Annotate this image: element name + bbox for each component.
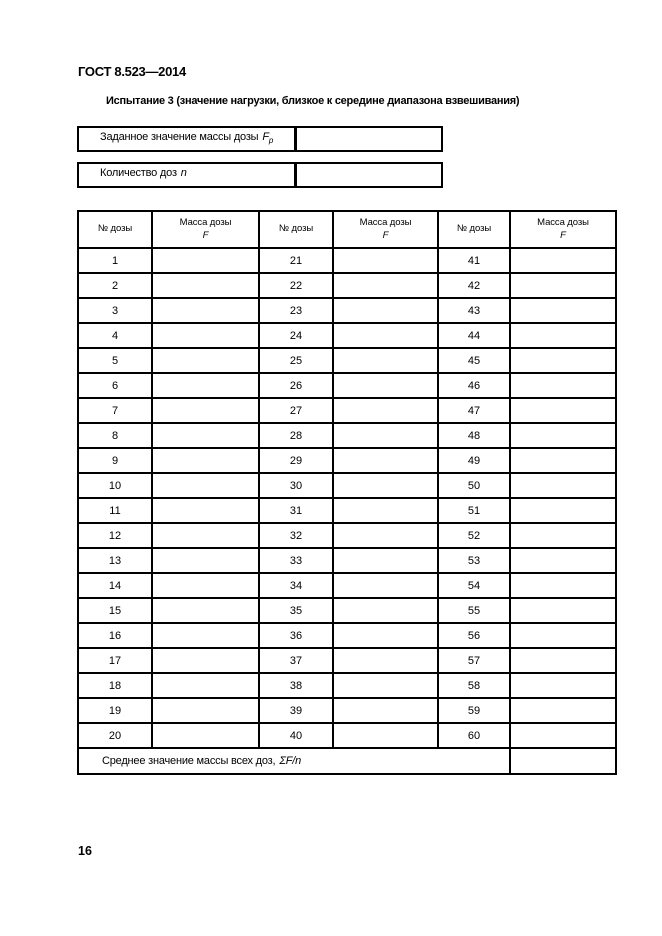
dose-count-form — [77, 162, 443, 188]
dose-number-cell: 12 — [78, 523, 152, 548]
dose-mass-input-cell[interactable] — [333, 448, 438, 473]
dose-number-cell: 51 — [438, 498, 510, 523]
table-row — [78, 723, 616, 748]
dose-number-cell: 15 — [78, 598, 152, 623]
dose-number-cell: 31 — [259, 498, 333, 523]
dose-mass-input-cell[interactable] — [510, 498, 616, 523]
header-dose-mass-3: Масса дозы F — [510, 211, 616, 248]
target-mass-symbol: $F_p$ — [262, 131, 274, 146]
dose-mass-input-cell[interactable] — [333, 723, 438, 748]
dose-number-cell: 19 — [78, 698, 152, 723]
dose-mass-input-cell[interactable] — [152, 598, 259, 623]
dose-number-cell: 38 — [259, 673, 333, 698]
table-row — [78, 298, 616, 323]
dose-number-cell: 22 — [259, 273, 333, 298]
test-title: Испытание 3 (значение нагрузки, близкое к середине диапазона взвешивания) — [106, 95, 520, 107]
dose-count-label-text: Количество доз — [100, 167, 177, 179]
standard-number: ГОСТ 8.523—2014 — [78, 64, 186, 79]
dose-table-footer — [78, 748, 616, 774]
dose-mass-input-cell[interactable] — [333, 673, 438, 698]
dose-number-cell: 50 — [438, 473, 510, 498]
dose-mass-input-cell[interactable] — [333, 598, 438, 623]
dose-mass-input-cell[interactable] — [333, 698, 438, 723]
average-mass-row — [78, 748, 616, 774]
dose-mass-input-cell[interactable] — [510, 698, 616, 723]
table-row — [78, 473, 616, 498]
dose-mass-input-cell[interactable] — [152, 298, 259, 323]
dose-mass-input-cell[interactable] — [152, 623, 259, 648]
table-row — [78, 273, 616, 298]
dose-number-cell: 24 — [259, 323, 333, 348]
table-row — [78, 623, 616, 648]
dose-number-cell: 4 — [78, 323, 152, 348]
table-row — [78, 573, 616, 598]
table-row — [78, 523, 616, 548]
dose-mass-input-cell[interactable] — [333, 523, 438, 548]
dose-mass-input-cell[interactable] — [333, 423, 438, 448]
dose-number-cell: 3 — [78, 298, 152, 323]
table-row — [78, 648, 616, 673]
table-row — [78, 423, 616, 448]
dose-number-cell: 59 — [438, 698, 510, 723]
table-row — [78, 373, 616, 398]
target-mass-form — [77, 126, 443, 152]
dose-mass-input-cell[interactable] — [152, 698, 259, 723]
table-row — [78, 398, 616, 423]
dose-number-cell: 48 — [438, 423, 510, 448]
dose-mass-input-cell[interactable] — [333, 573, 438, 598]
average-mass-label: Среднее значение массы всех доз, ΣF/n — [78, 748, 510, 774]
dose-mass-input-cell[interactable] — [152, 423, 259, 448]
dose-mass-input-cell[interactable] — [510, 523, 616, 548]
dose-mass-input-cell[interactable] — [152, 523, 259, 548]
dose-mass-input-cell[interactable] — [152, 373, 259, 398]
table-row — [78, 448, 616, 473]
dose-mass-input-cell[interactable] — [152, 498, 259, 523]
dose-mass-input-cell[interactable] — [152, 548, 259, 573]
dose-number-cell: 55 — [438, 598, 510, 623]
dose-number-cell: 13 — [78, 548, 152, 573]
dose-number-cell: 5 — [78, 348, 152, 373]
dose-mass-input-cell[interactable] — [510, 248, 616, 273]
header-dose-number-3: № дозы — [438, 211, 510, 248]
dose-number-cell: 28 — [259, 423, 333, 448]
table-row — [78, 248, 616, 273]
dose-table — [77, 210, 617, 775]
dose-number-cell: 30 — [259, 473, 333, 498]
dose-mass-input-cell[interactable] — [152, 473, 259, 498]
dose-number-cell: 60 — [438, 723, 510, 748]
table-row — [78, 348, 616, 373]
dose-mass-input-cell[interactable] — [152, 448, 259, 473]
dose-mass-input-cell[interactable] — [510, 348, 616, 373]
dose-number-cell: 11 — [78, 498, 152, 523]
dose-mass-input-cell[interactable] — [333, 248, 438, 273]
dose-mass-input-cell[interactable] — [510, 373, 616, 398]
dose-mass-input-cell[interactable] — [510, 623, 616, 648]
target-mass-value-field[interactable] — [297, 128, 441, 150]
header-dose-number-2: № дозы — [259, 211, 333, 248]
dose-number-cell: 10 — [78, 473, 152, 498]
dose-number-cell: 43 — [438, 298, 510, 323]
target-mass-label-text: Заданное значение массы дозы — [100, 131, 259, 143]
dose-number-cell: 49 — [438, 448, 510, 473]
dose-mass-input-cell[interactable] — [510, 648, 616, 673]
dose-mass-input-cell[interactable] — [333, 648, 438, 673]
dose-mass-input-cell[interactable] — [510, 398, 616, 423]
dose-number-cell: 21 — [259, 248, 333, 273]
dose-number-cell: 20 — [78, 723, 152, 748]
dose-number-cell: 42 — [438, 273, 510, 298]
dose-mass-input-cell[interactable] — [510, 298, 616, 323]
dose-number-cell: 29 — [259, 448, 333, 473]
dose-mass-input-cell[interactable] — [152, 273, 259, 298]
dose-number-cell: 35 — [259, 598, 333, 623]
dose-number-cell: 40 — [259, 723, 333, 748]
dose-number-cell: 46 — [438, 373, 510, 398]
dose-mass-input-cell[interactable] — [510, 723, 616, 748]
dose-number-cell: 45 — [438, 348, 510, 373]
table-row — [78, 673, 616, 698]
dose-number-cell: 14 — [78, 573, 152, 598]
dose-mass-input-cell[interactable] — [510, 423, 616, 448]
dose-mass-input-cell[interactable] — [152, 673, 259, 698]
dose-mass-input-cell[interactable] — [333, 623, 438, 648]
dose-mass-input-cell[interactable] — [152, 723, 259, 748]
dose-table-body — [78, 248, 616, 748]
dose-mass-input-cell[interactable] — [333, 298, 438, 323]
dose-mass-input-cell[interactable] — [333, 498, 438, 523]
dose-number-cell: 17 — [78, 648, 152, 673]
dose-number-cell: 18 — [78, 673, 152, 698]
dose-mass-input-cell[interactable] — [510, 598, 616, 623]
header-dose-mass-1: Масса дозы F — [152, 211, 259, 248]
dose-mass-input-cell[interactable] — [333, 398, 438, 423]
dose-number-cell: 6 — [78, 373, 152, 398]
dose-number-cell: 1 — [78, 248, 152, 273]
dose-number-cell: 44 — [438, 323, 510, 348]
dose-number-cell: 34 — [259, 573, 333, 598]
dose-number-cell: 32 — [259, 523, 333, 548]
dose-mass-input-cell[interactable] — [152, 323, 259, 348]
dose-mass-input-cell[interactable] — [333, 473, 438, 498]
dose-mass-input-cell[interactable] — [510, 323, 616, 348]
dose-number-cell: 16 — [78, 623, 152, 648]
dose-mass-input-cell[interactable] — [510, 573, 616, 598]
dose-number-cell: 47 — [438, 398, 510, 423]
dose-number-cell: 23 — [259, 298, 333, 323]
target-mass-label — [79, 128, 297, 150]
dose-number-cell: 36 — [259, 623, 333, 648]
table-row — [78, 498, 616, 523]
dose-mass-input-cell[interactable] — [333, 548, 438, 573]
table-row — [78, 598, 616, 623]
dose-number-cell: 2 — [78, 273, 152, 298]
dose-number-cell: 58 — [438, 673, 510, 698]
header-dose-number-1: № дозы — [78, 211, 152, 248]
dose-number-cell: 53 — [438, 548, 510, 573]
dose-mass-input-cell[interactable] — [152, 398, 259, 423]
dose-number-cell: 33 — [259, 548, 333, 573]
dose-number-cell: 52 — [438, 523, 510, 548]
dose-mass-input-cell[interactable] — [152, 573, 259, 598]
dose-number-cell: 41 — [438, 248, 510, 273]
table-row — [78, 698, 616, 723]
dose-count-label — [79, 164, 297, 186]
dose-number-cell: 37 — [259, 648, 333, 673]
dose-count-symbol: n — [180, 167, 187, 179]
dose-number-cell: 9 — [78, 448, 152, 473]
dose-mass-input-cell[interactable] — [152, 248, 259, 273]
dose-mass-input-cell[interactable] — [510, 548, 616, 573]
dose-number-cell: 39 — [259, 698, 333, 723]
dose-mass-input-cell[interactable] — [510, 273, 616, 298]
dose-mass-input-cell[interactable] — [333, 373, 438, 398]
table-row — [78, 548, 616, 573]
dose-mass-input-cell[interactable] — [152, 648, 259, 673]
dose-mass-input-cell[interactable] — [510, 448, 616, 473]
page-number: 16 — [78, 844, 92, 858]
dose-mass-input-cell[interactable] — [510, 473, 616, 498]
dose-number-cell: 27 — [259, 398, 333, 423]
dose-number-cell: 54 — [438, 573, 510, 598]
dose-mass-input-cell[interactable] — [333, 323, 438, 348]
dose-mass-input-cell[interactable] — [510, 673, 616, 698]
dose-table-header — [78, 211, 616, 248]
table-row — [78, 323, 616, 348]
dose-mass-input-cell[interactable] — [333, 273, 438, 298]
average-mass-value-cell[interactable] — [510, 748, 616, 774]
dose-number-cell: 57 — [438, 648, 510, 673]
dose-number-cell: 8 — [78, 423, 152, 448]
dose-count-value-field[interactable] — [297, 164, 441, 186]
dose-number-cell: 26 — [259, 373, 333, 398]
dose-number-cell: 25 — [259, 348, 333, 373]
header-dose-mass-2: Масса дозы F — [333, 211, 438, 248]
dose-mass-input-cell[interactable] — [152, 348, 259, 373]
dose-number-cell: 56 — [438, 623, 510, 648]
average-mass-formula: ΣF/n — [279, 755, 302, 767]
dose-mass-input-cell[interactable] — [333, 348, 438, 373]
dose-number-cell: 7 — [78, 398, 152, 423]
